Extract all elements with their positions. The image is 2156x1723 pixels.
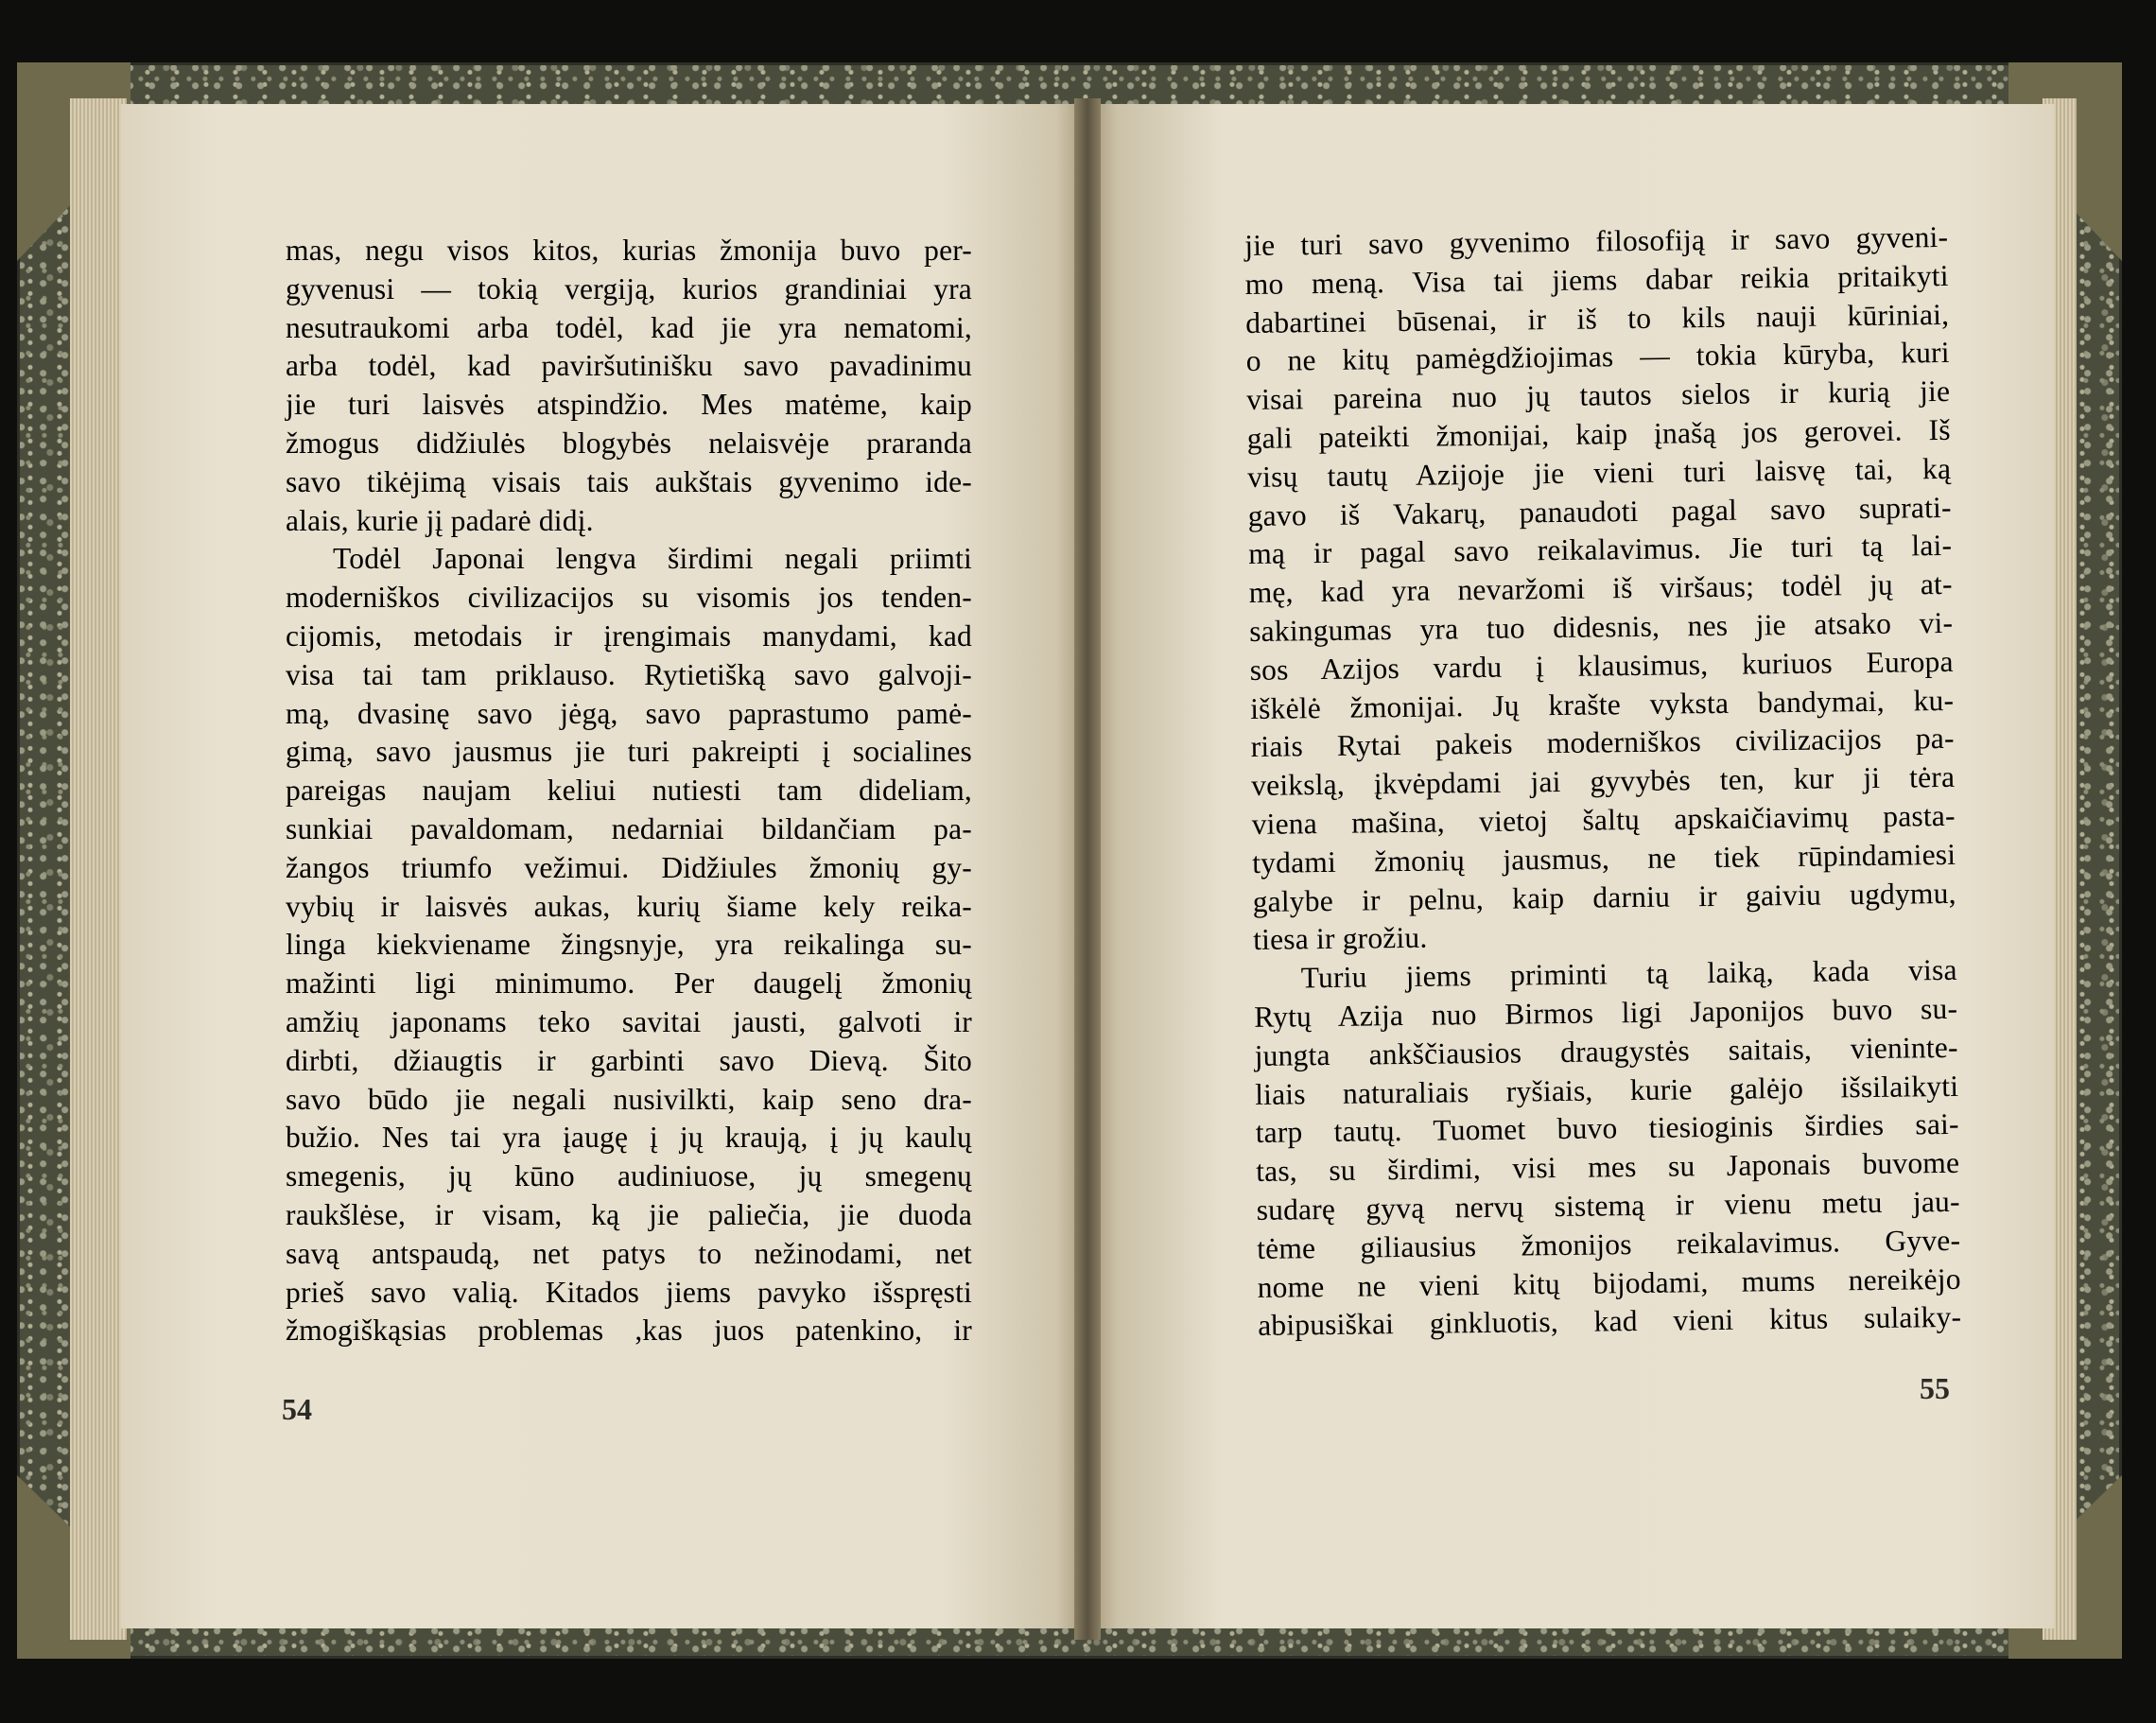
text-line: nome ne vieni kitų bijodami, mums nereikėjo [1257, 1262, 1961, 1304]
text-line: savą antspaudą, net patys to nežinodami, net [286, 1236, 972, 1270]
text-line: tydami žmonių jausmus, ne tiek rūpindamiesi [1251, 837, 1956, 879]
text-line: savo būdo jie negali nusivilkti, kaip seno dra- [286, 1082, 972, 1116]
text-line: žangos triumfo vežimui. Didžiules žmonių gy- [286, 850, 972, 884]
right-page-number: 55 [1920, 1371, 1950, 1405]
text-line: tas, su širdimi, visi mes su Japonais buvome [1255, 1145, 1960, 1189]
text-line: arba todėl, kad paviršutinišku savo pavadinimu [286, 349, 972, 383]
text-line: savo tikėjimą visais tais aukštais gyvenimo ide- [286, 464, 972, 498]
text-line: liais naturaliais ryšiais, kurie galėjo išsilaikyti [1254, 1069, 1959, 1111]
text-line: pareigas naujam keliui nutiesti tam dideliam, [286, 774, 972, 808]
text-line: galybe ir pelnu, kaip darniu ir gaiviu ugdymu, [1252, 876, 1956, 918]
text-line: tiesa ir grožiu. [1252, 921, 1428, 957]
text-line: abipusiškai ginkluotis, kad vieni kitus sulaiky- [1257, 1300, 1962, 1343]
text-line: visų tautų Azijoje jie vieni turi laisvę tai, ką [1247, 451, 1952, 494]
text-line: gimą, savo jausmus jie turi pakreipti į socialines [286, 735, 972, 769]
text-line: vybių ir laisvės aukas, kurių šiame kely reika- [286, 889, 972, 923]
text-line: raukšlėse, ir visam, ką jie paliečia, jie duoda [286, 1197, 972, 1231]
text-line: moderniškos civilizacijos su visomis jos tenden- [286, 581, 972, 615]
right-page-text [1244, 218, 1961, 1346]
text-line: Turiu jiems priminti tą laiką, kada visa [1300, 952, 1957, 995]
text-line: jie turi savo gyvenimo filosofiją ir savo gyveni- [1244, 219, 1949, 262]
text-line: gavo iš Vakarų, panaudoti pagal savo suprati- [1247, 490, 1952, 532]
text-line: jungta ankščiausios draugystės saitais, vieninte- [1254, 1030, 1958, 1072]
text-line: sudarę gyvą nervų sistemą ir vienu metu jau- [1256, 1184, 1960, 1227]
book-gutter [1074, 98, 1101, 1640]
text-line: mą, dvasinę savo jėgą, savo paprastumo pamė- [286, 696, 972, 730]
text-line: žmogus didžiulės blogybės nelaisvėje praranda [286, 426, 972, 460]
text-line: bužio. Nes tai yra įaugę į jų kraują, į jų kaulų [286, 1121, 972, 1155]
text-line: sos Azijos vardu į klausimus, kuriuos Europa [1249, 644, 1954, 687]
text-line: cijomis, metodais ir įrengimais manydami, kad [286, 618, 972, 653]
text-line: žmogiškąsias problemas ,kas juos patenkino, ir [286, 1314, 972, 1348]
text-line: visai pareina nuo jų tautos sielos ir kurią jie [1246, 374, 1951, 417]
text-line: alais, kurie jį padarė didį. [286, 503, 594, 537]
text-line: nesutraukomi arba todėl, kad jie yra nematomi, [286, 310, 972, 344]
text-line: Rytų Azija nuo Birmos ligi Japonijos buvo su- [1253, 991, 1958, 1034]
text-line: gali pateikti žmonijai, kaip įnašą jos gerovei. Iš [1246, 412, 1951, 455]
left-page-number: 54 [282, 1392, 312, 1426]
text-line: prieš savo valią. Kitados jiems pavyko išspręsti [286, 1275, 972, 1309]
text-line: mę, kad yra nevaržomi iš viršaus; todėl jų at- [1248, 567, 1953, 610]
text-line: gyvenusi — tokią vergiją, kurios grandiniai yra [286, 271, 972, 305]
page-edges-left [70, 98, 127, 1640]
text-line: dirbti, džiaugtis ir garbinti savo Dievą. Šito [286, 1043, 972, 1077]
text-line: viena mašina, vietoj šaltų apskaičiavimų pasta- [1251, 798, 1956, 841]
text-line: jie turi laisvės atspindžio. Mes matėme, kaip [286, 388, 972, 422]
left-page-text [286, 232, 972, 1350]
text-line: sakingumas yra tuo didesnis, nes jie atsako vi- [1249, 605, 1954, 648]
text-line: mo meną. Visa tai jiems dabar reikia pritaikyti [1244, 258, 1949, 301]
text-line: visa tai tam priklauso. Rytietišką savo galvoji- [286, 657, 972, 691]
text-line: dabartinei būsenai, ir iš to kils nauji kūriniai, [1245, 297, 1950, 339]
text-line: veikslą, įkvėpdami jai gyvybės ten, kur ji tėra [1251, 760, 1956, 803]
text-line: sunkiai pavaldomam, nedarniai bildančiam pa- [286, 811, 972, 845]
text-line: amžių japonams teko savitai jausti, galvoti ir [286, 1004, 972, 1038]
text-line: linga kiekviename žingsnyje, yra reikalinga su- [286, 928, 972, 962]
text-line: tėme giliausius žmonijos reikalavimus. Gyve- [1256, 1223, 1961, 1265]
text-line: mažinti ligi minimumo. Per daugelį žmonių [286, 966, 972, 1001]
text-line: o ne kitų pamėgdžiojimas — tokia kūryba, kuri [1245, 336, 1950, 378]
text-line: riais Rytai pakeis moderniškos civilizacijos pa- [1250, 722, 1955, 764]
text-line: tarp tautų. Tuomet buvo tiesioginis širdies sai- [1255, 1107, 1959, 1150]
text-line: mas, negu visos kitos, kurias žmonija buvo per- [286, 234, 972, 267]
text-line: iškėlė žmonijai. Jų krašte vyksta bandymai, ku- [1250, 683, 1955, 725]
text-line: mą ir pagal savo reikalavimus. Jie turi tą lai- [1248, 529, 1953, 571]
text-line: smegenis, jų kūno audiniuose, jų smegenų [286, 1159, 972, 1193]
text-line: Todėl Japonai lengva širdimi negali priimti [333, 542, 972, 576]
